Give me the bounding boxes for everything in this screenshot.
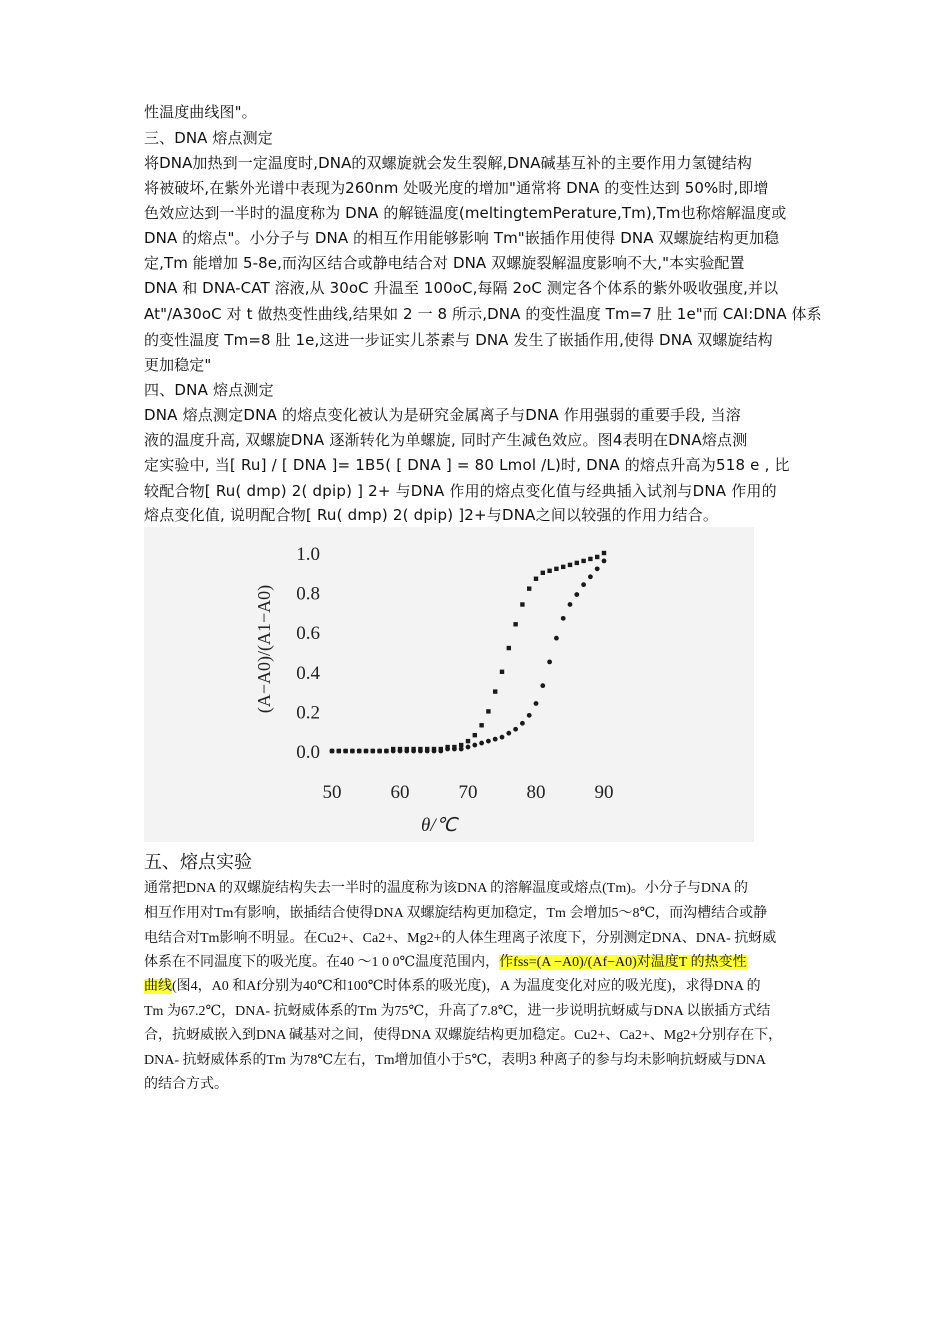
text-line: 合，抗蚜威嵌入到DNA 碱基对之间，使得DNA 双螺旋结构更加稳定。Cu2+、Ca2+、Mg2+分别存在下， (144, 1028, 783, 1043)
data-point-series-2 (513, 727, 518, 732)
text-line: DNA 的熔点"。小分子与 DNA 的相互作用能够影响 Tm"嵌插作用使得 DNA 双螺旋结构更加稳 (144, 229, 780, 247)
data-point-series-2 (384, 749, 389, 754)
text-line (144, 975, 761, 999)
data-point-series-1 (507, 646, 511, 650)
y-axis-label: (A−A0)/(A1−A0) (254, 584, 274, 714)
data-point-series-2 (520, 721, 525, 726)
data-point-series-1 (479, 723, 483, 727)
data-point-series-2 (364, 749, 369, 754)
highlighted-text: 作fss=(A −A0)/(Af−A0)对温度T 的热变性 (499, 955, 747, 970)
text-line: 定,Tm 能增加 5-8e,而沟区结合或静电结合对 DNA 双螺旋裂解温度影响不大,"本实验配置 (144, 254, 745, 272)
y-tick-label: 0.8 (296, 583, 320, 605)
x-tick-label: 60 (390, 782, 410, 803)
data-point-series-2 (493, 737, 498, 742)
data-point-series-2 (500, 735, 505, 740)
text-line: 的结合方式。 (144, 1077, 228, 1092)
y-tick-label: 0.4 (296, 662, 320, 684)
text-line: 熔点变化值, 说明配合物[ Ru( dmp) 2( dpip) ]2+与DNA之间以较强的作用力结合。 (144, 506, 719, 524)
data-point-series-2 (404, 749, 409, 754)
text-line (144, 951, 747, 975)
text-line: DNA 和 DNA-CAT 溶液,从 30oC 升温至 100oC,每隔 2oC 测定各个体系的紫外吸收强度,并以 (144, 279, 779, 297)
data-point-series-1 (527, 586, 531, 590)
data-point-series-2 (527, 713, 532, 718)
data-point-series-2 (547, 660, 552, 665)
y-tick-label: 0.6 (296, 623, 320, 645)
data-point-series-1 (500, 670, 504, 674)
data-point-series-2 (350, 749, 355, 754)
text-line: 电结合对Tm影响不明显。在Cu2+、Ca2+、Mg2+的人体生理离子浓度下，分别测定DNA、DNA- 抗蚜威 (144, 931, 777, 946)
data-point-series-1 (459, 743, 463, 747)
data-point-series-1 (602, 551, 606, 555)
text-span: (图4，A0 和Af分别为40℃和100℃时体系的吸光度)，A 为温度变化对应的吸光度)，求得DNA 的 (172, 979, 761, 994)
x-tick-label: 70 (458, 782, 478, 803)
data-point-series-1 (473, 733, 477, 737)
data-point-series-2 (377, 749, 382, 754)
data-point-series-2 (540, 683, 545, 688)
x-tick-label: 80 (526, 782, 546, 803)
data-point-series-2 (330, 749, 335, 754)
text-line: At"/A30oC 对 t 做热变性曲线,结果如 2 一 8 所示,DNA 的变性温度 Tm=7 肚 1e"而 CAI:DNA 体系 (144, 305, 822, 323)
data-point-series-2 (574, 592, 579, 597)
data-point-series-2 (391, 749, 396, 754)
data-point-series-2 (398, 749, 403, 754)
y-tick-label: 1.0 (296, 544, 320, 565)
melting-curve-chart (144, 527, 754, 842)
data-point-series-1 (466, 739, 470, 743)
data-point-series-2 (486, 739, 491, 744)
data-point-series-1 (568, 563, 572, 567)
data-point-series-2 (425, 749, 430, 754)
data-point-series-1 (595, 555, 599, 559)
data-point-series-1 (588, 557, 592, 561)
data-point-series-1 (554, 567, 558, 571)
data-point-series-2 (472, 743, 477, 748)
data-point-series-2 (568, 602, 573, 607)
data-point-series-2 (452, 747, 457, 752)
data-point-series-2 (588, 574, 593, 579)
section-heading-melting-experiment: 五、熔点实验 (144, 852, 252, 872)
data-point-series-1 (547, 569, 551, 573)
x-tick-label: 50 (322, 782, 342, 803)
text-line: 液的温度升高, 双螺旋DNA 逐渐转化为单螺旋, 同时产生减色效应。图4表明在DNA熔点测 (144, 431, 748, 449)
data-point-series-2 (534, 701, 539, 706)
data-point-series-2 (459, 747, 464, 752)
x-tick-label: 90 (594, 782, 614, 803)
data-point-series-2 (370, 749, 375, 754)
data-point-series-2 (506, 731, 511, 736)
text-line: DNA 熔点测定DNA 的熔点变化被认为是研究金属离子与DNA 作用强弱的重要手段, 当溶 (144, 406, 741, 424)
data-point-series-2 (343, 749, 348, 754)
data-point-series-2 (554, 636, 559, 641)
y-tick-label: 0.0 (296, 742, 320, 763)
highlighted-text: 曲线 (144, 979, 172, 994)
data-point-series-2 (595, 566, 600, 571)
text-line: Tm 为67.2℃，DNA- 抗蚜威体系的Tm 为75℃，升高了7.8℃，进一步说明抗蚜威与DNA 以嵌插方式结 (144, 1004, 771, 1019)
x-axis-label: θ/℃ (421, 815, 457, 836)
data-point-series-2 (411, 749, 416, 754)
text-line: 的变性温度 Tm=8 肚 1e,这进一步证实儿茶素与 DNA 发生了嵌插作用,使得 DNA 双螺旋结构 (144, 331, 773, 349)
text-line: 通常把DNA 的双螺旋结构失去一半时的温度称为该DNA 的溶解温度或熔点(Tm)。小分子与DNA 的 (144, 881, 748, 896)
data-point-series-2 (418, 749, 423, 754)
text-line: 将被破坏,在紫外光谱中表现为260nm 处吸光度的增加"通常将 DNA 的变性达到 50%时,即增 (144, 179, 769, 197)
text-line: 将DNA加热到一定温度时,DNA的双螺旋就会发生裂解,DNA碱基互补的主要作用力氢键结构 (144, 154, 753, 172)
data-point-series-1 (541, 571, 545, 575)
data-point-series-2 (432, 749, 437, 754)
text-line: 相互作用对Tm有影响，嵌插结合使得DNA 双螺旋结构更加稳定，Tm 会增加5～8℃，而沟槽结合或静 (144, 906, 768, 921)
data-point-series-2 (561, 616, 566, 621)
data-point-series-2 (445, 747, 450, 752)
data-point-series-1 (513, 622, 517, 626)
data-point-series-2 (581, 582, 586, 587)
text-line: 定实验中, 当[ Ru] / [ DNA ]= 1B5( [ DNA ] = 80 Lmol /L)时, DNA 的熔点升高为518 e , 比 (144, 456, 790, 474)
text-line: 色效应达到一半时的温度称为 DNA 的解链温度(meltingtemPerature,Tm),Tm也称熔解温度或 (144, 204, 787, 222)
data-point-series-1 (575, 561, 579, 565)
data-point-series-2 (438, 749, 443, 754)
data-point-series-1 (486, 709, 490, 713)
section-heading: 四、DNA 熔点测定 (144, 381, 274, 399)
data-point-series-2 (602, 559, 607, 564)
text-span: 体系在不同温度下的吸光度。在40 ～1 0 0℃温度范围内， (144, 955, 500, 970)
data-point-series-2 (479, 741, 484, 746)
text-line: DNA- 抗蚜威体系的Tm 为78℃左右，Tm增加值小于5℃，表明3 种离子的参与均未影响抗蚜威与DNA (144, 1053, 767, 1068)
text-line: 较配合物[ Ru( dmp) 2( dpip) ] 2+ 与DNA 作用的熔点变化值与经典插入试剂与DNA 作用的 (144, 482, 777, 500)
data-point-series-1 (520, 602, 524, 606)
text-line: 性温度曲线图"。 (144, 103, 257, 121)
data-point-series-1 (493, 689, 497, 693)
y-tick-label: 0.2 (296, 702, 320, 724)
data-point-series-2 (466, 745, 471, 750)
data-point-series-1 (534, 577, 538, 581)
chart-background (144, 527, 754, 842)
data-point-series-1 (561, 565, 565, 569)
data-point-series-1 (581, 559, 585, 563)
text-line: 更加稳定" (144, 356, 212, 374)
data-point-series-2 (357, 749, 362, 754)
data-point-series-2 (336, 749, 341, 754)
section-heading: 三、DNA 熔点测定 (144, 129, 273, 147)
